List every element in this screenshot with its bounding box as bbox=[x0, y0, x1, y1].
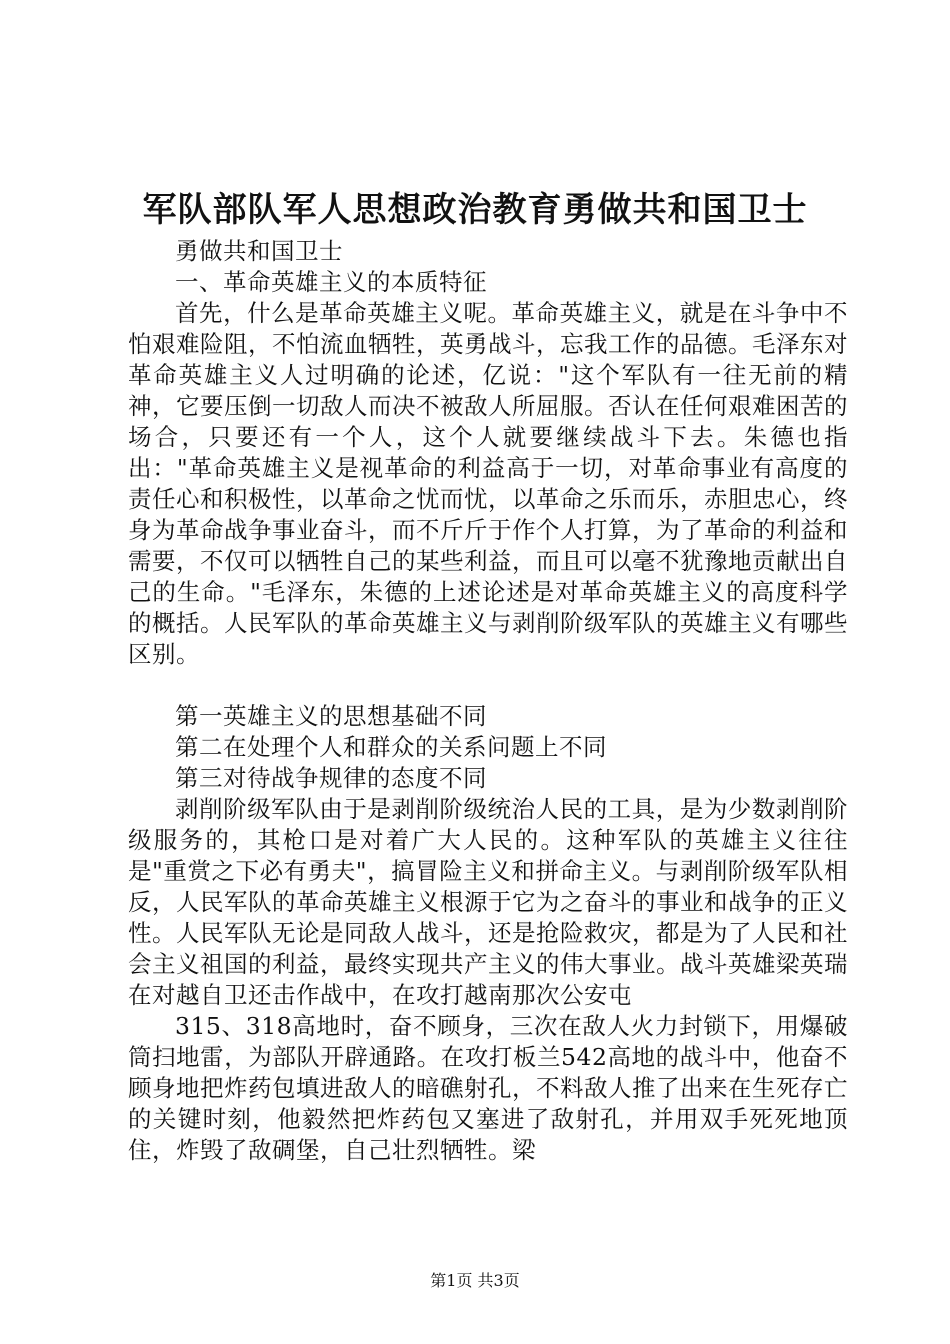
section-heading: 一、革命英雄主义的本质特征 bbox=[175, 268, 487, 296]
list-item: 第二在处理个人和群众的关系问题上不同 bbox=[175, 733, 607, 761]
document-body bbox=[128, 236, 848, 1166]
list-item: 第三对待战争规律的态度不同 bbox=[175, 764, 487, 792]
page-number-footer: 第1页 共3页 bbox=[430, 1271, 520, 1290]
body-paragraph: 剥削阶级军队由于是剥削阶级统治人民的工具，是为少数剥削阶级服务的，其枪口是对着广大人民的。这种军队的英雄主义往往是"重赏之下必有勇夫"，搞冒险主义和拼命主义。与剥削阶级军队相反，人民军队的革命英雄主义根源于它为之奋斗的事业和战争的正义性。人民军队无论是同敌人战斗，还是抢险救灾，都是为了人民和社会主义祖国的利益，最终实现共产主义的伟大事业。战斗英雄梁英瑞在对越自卫还击作战中，在攻打越南那次公安屯 bbox=[128, 795, 848, 1009]
subtitle-paragraph: 勇做共和国卫士 bbox=[175, 237, 343, 265]
body-paragraph: 315、318高地时，奋不顾身，三次在敌人火力封锁下，用爆破筒扫地雷，为部队开辟通路。在攻打板兰542高地的战斗中，他奋不顾身地把炸药包填进敌人的暗礁射孔，不料敌人推了出来在生死存亡的关键时刻，他毅然把炸药包又塞进了敌射孔，并用双手死死地顶住，炸毁了敌碉堡，自己壮烈牺牲。梁 bbox=[128, 1012, 848, 1164]
body-paragraph: 首先，什么是革命英雄主义呢。革命英雄主义，就是在斗争中不怕艰难险阻，不怕流血牺牲，英勇战斗，忘我工作的品德。毛泽东对革命英雄主义人过明确的论述，亿说："这个军队有一往无前的精神，它要压倒一切敌人而决不被敌人所屈服。否认在任何艰难困苦的场合，只要还有一个人，这个人就要继续战斗下去。朱德也指出："革命英雄主义是视革命的利益高于一切，对革命事业有高度的责任心和积极性，以革命之忧而忧，以革命之乐而乐，赤胆忠心，终身为革命战争事业奋斗，而不斤斤于作个人打算，为了革命的利益和需要，不仅可以牺牲自己的某些利益，而且可以毫不犹豫地贡献出自己的生命。"毛泽东，朱德的上述论述是对革命英雄主义的高度科学的概括。人民军队的革命英雄主义与剥削阶级军队的英雄主义有哪些区别。 bbox=[128, 299, 848, 668]
list-item: 第一英雄主义的思想基础不同 bbox=[175, 702, 487, 730]
document-title: 军队部队军人思想政治教育勇做共和国卫士 bbox=[142, 190, 808, 230]
